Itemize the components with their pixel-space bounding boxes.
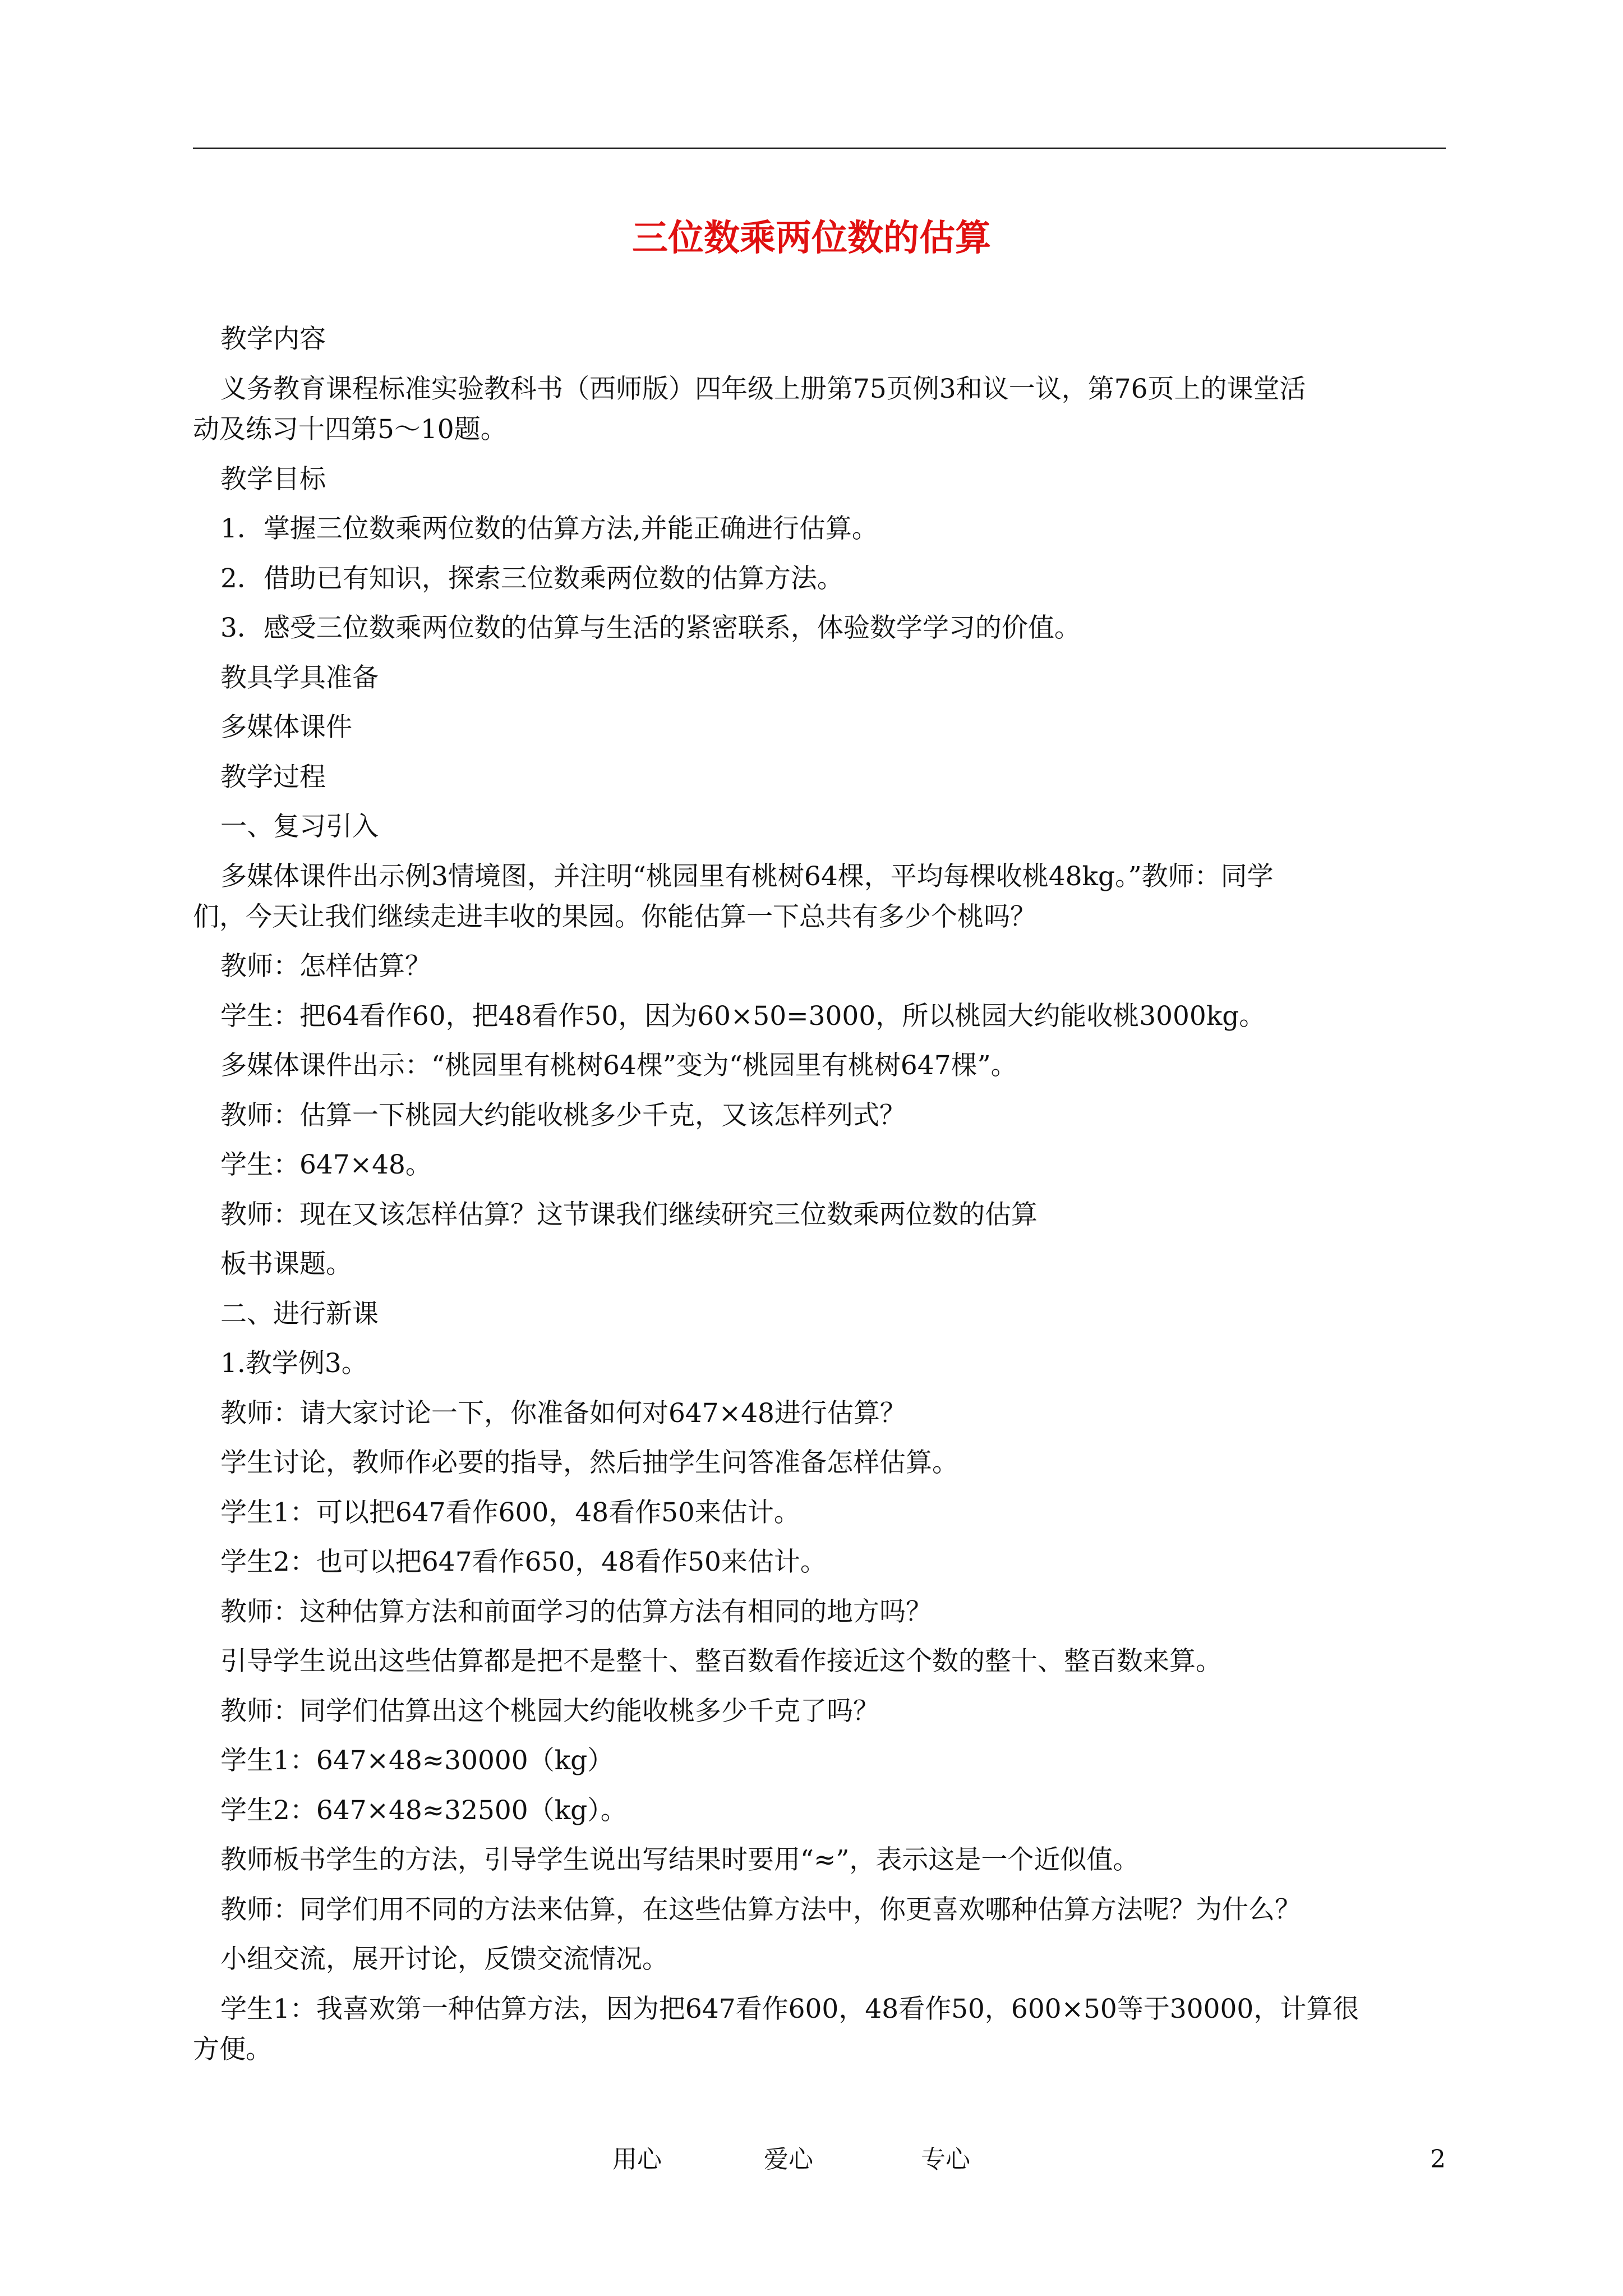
- text-line: 一、复习引入: [220, 811, 379, 842]
- text-line: 学生1：我喜欢第一种估算方法，因为把647看作600，48看作50，600×50等于30000，计算很: [220, 1994, 1359, 2024]
- text-line: 多媒体课件: [220, 712, 352, 743]
- text-line: 1.教学例3。: [220, 1348, 368, 1379]
- text-line: 学生1：647×48≈30000（kg）: [220, 1745, 614, 1776]
- text-line: 教师：现在又该怎样估算？这节课我们继续研究三位数乘两位数的估算: [220, 1199, 1038, 1230]
- text-line: 多媒体课件出示：“桃园里有桃树64棵”变为“桃园里有桃树647棵”。: [220, 1050, 1017, 1081]
- text-line: 教师板书学生的方法，引导学生说出写结果时要用“≈”，表示这是一个近似值。: [220, 1844, 1140, 1875]
- text-line: 教师：同学们用不同的方法来估算，在这些估算方法中，你更喜欢哪种估算方法呢？为什么？: [220, 1894, 1301, 1925]
- text-line: 教学过程: [220, 762, 326, 793]
- footer-motto: 用心: [612, 2145, 662, 2174]
- text-line: 1．掌握三位数乘两位数的估算方法,并能正确进行估算。: [220, 513, 878, 544]
- text-line: 学生2：647×48≈32500（kg）。: [220, 1795, 627, 1826]
- text-line: 学生：647×48。: [220, 1149, 432, 1180]
- header-rule: [193, 148, 1446, 149]
- text-line: 教学内容: [220, 324, 326, 355]
- text-line: 多媒体课件出示例3情境图，并注明“桃园里有桃树64棵，平均每棵收桃48kg。”教师：同学: [220, 861, 1274, 892]
- text-line: 教师：估算一下桃园大约能收桃多少千克，又该怎样列式？: [220, 1100, 906, 1131]
- text-line: 学生：把64看作60，把48看作50，因为60×50=3000，所以桃园大约能收桃3000kg。: [220, 1001, 1266, 1032]
- text-line: 教师：怎样估算？: [220, 951, 431, 982]
- text-line: 教师：请大家讨论一下，你准备如何对647×48进行估算？: [220, 1398, 906, 1429]
- text-line: 教学目标: [220, 464, 326, 495]
- page-number: 2: [1430, 2145, 1446, 2174]
- page-title: 三位数乘两位数的估算: [632, 217, 991, 259]
- text-line: 学生2：也可以把647看作650，48看作50来估计。: [220, 1547, 827, 1577]
- text-line: 们，今天让我们继续走进丰收的果园。你能估算一下总共有多少个桃吗？: [193, 901, 1036, 932]
- text-line: 引导学生说出这些估算都是把不是整十、整百数看作接近这个数的整十、整百数来算。: [220, 1646, 1222, 1677]
- text-line: 2．借助已有知识，探索三位数乘两位数的估算方法。: [220, 563, 843, 594]
- text-line: 3．感受三位数乘两位数的估算与生活的紧密联系，体验数学学习的价值。: [220, 613, 1081, 643]
- text-line: 义务教育课程标准实验教科书（西师版）四年级上册第75页例3和议一议，第76页上的课堂活: [220, 374, 1306, 404]
- text-line: 方便。: [193, 2034, 272, 2065]
- text-line: 板书课题。: [220, 1249, 352, 1280]
- text-line: 教师：同学们估算出这个桃园大约能收桃多少千克了吗？: [220, 1696, 879, 1727]
- text-line: 学生讨论，教师作必要的指导，然后抽学生问答准备怎样估算。: [220, 1447, 958, 1478]
- text-line: 动及练习十四第5～10题。: [193, 414, 507, 445]
- text-line: 教具学具准备: [220, 662, 379, 693]
- text-line: 二、进行新课: [220, 1299, 379, 1329]
- footer-motto: 专心: [921, 2145, 970, 2174]
- footer-motto: 爱心: [764, 2145, 813, 2174]
- text-line: 学生1：可以把647看作600，48看作50来估计。: [220, 1497, 800, 1528]
- text-line: 教师：这种估算方法和前面学习的估算方法有相同的地方吗？: [220, 1596, 932, 1627]
- text-line: 小组交流，展开讨论，反馈交流情况。: [220, 1944, 668, 1975]
